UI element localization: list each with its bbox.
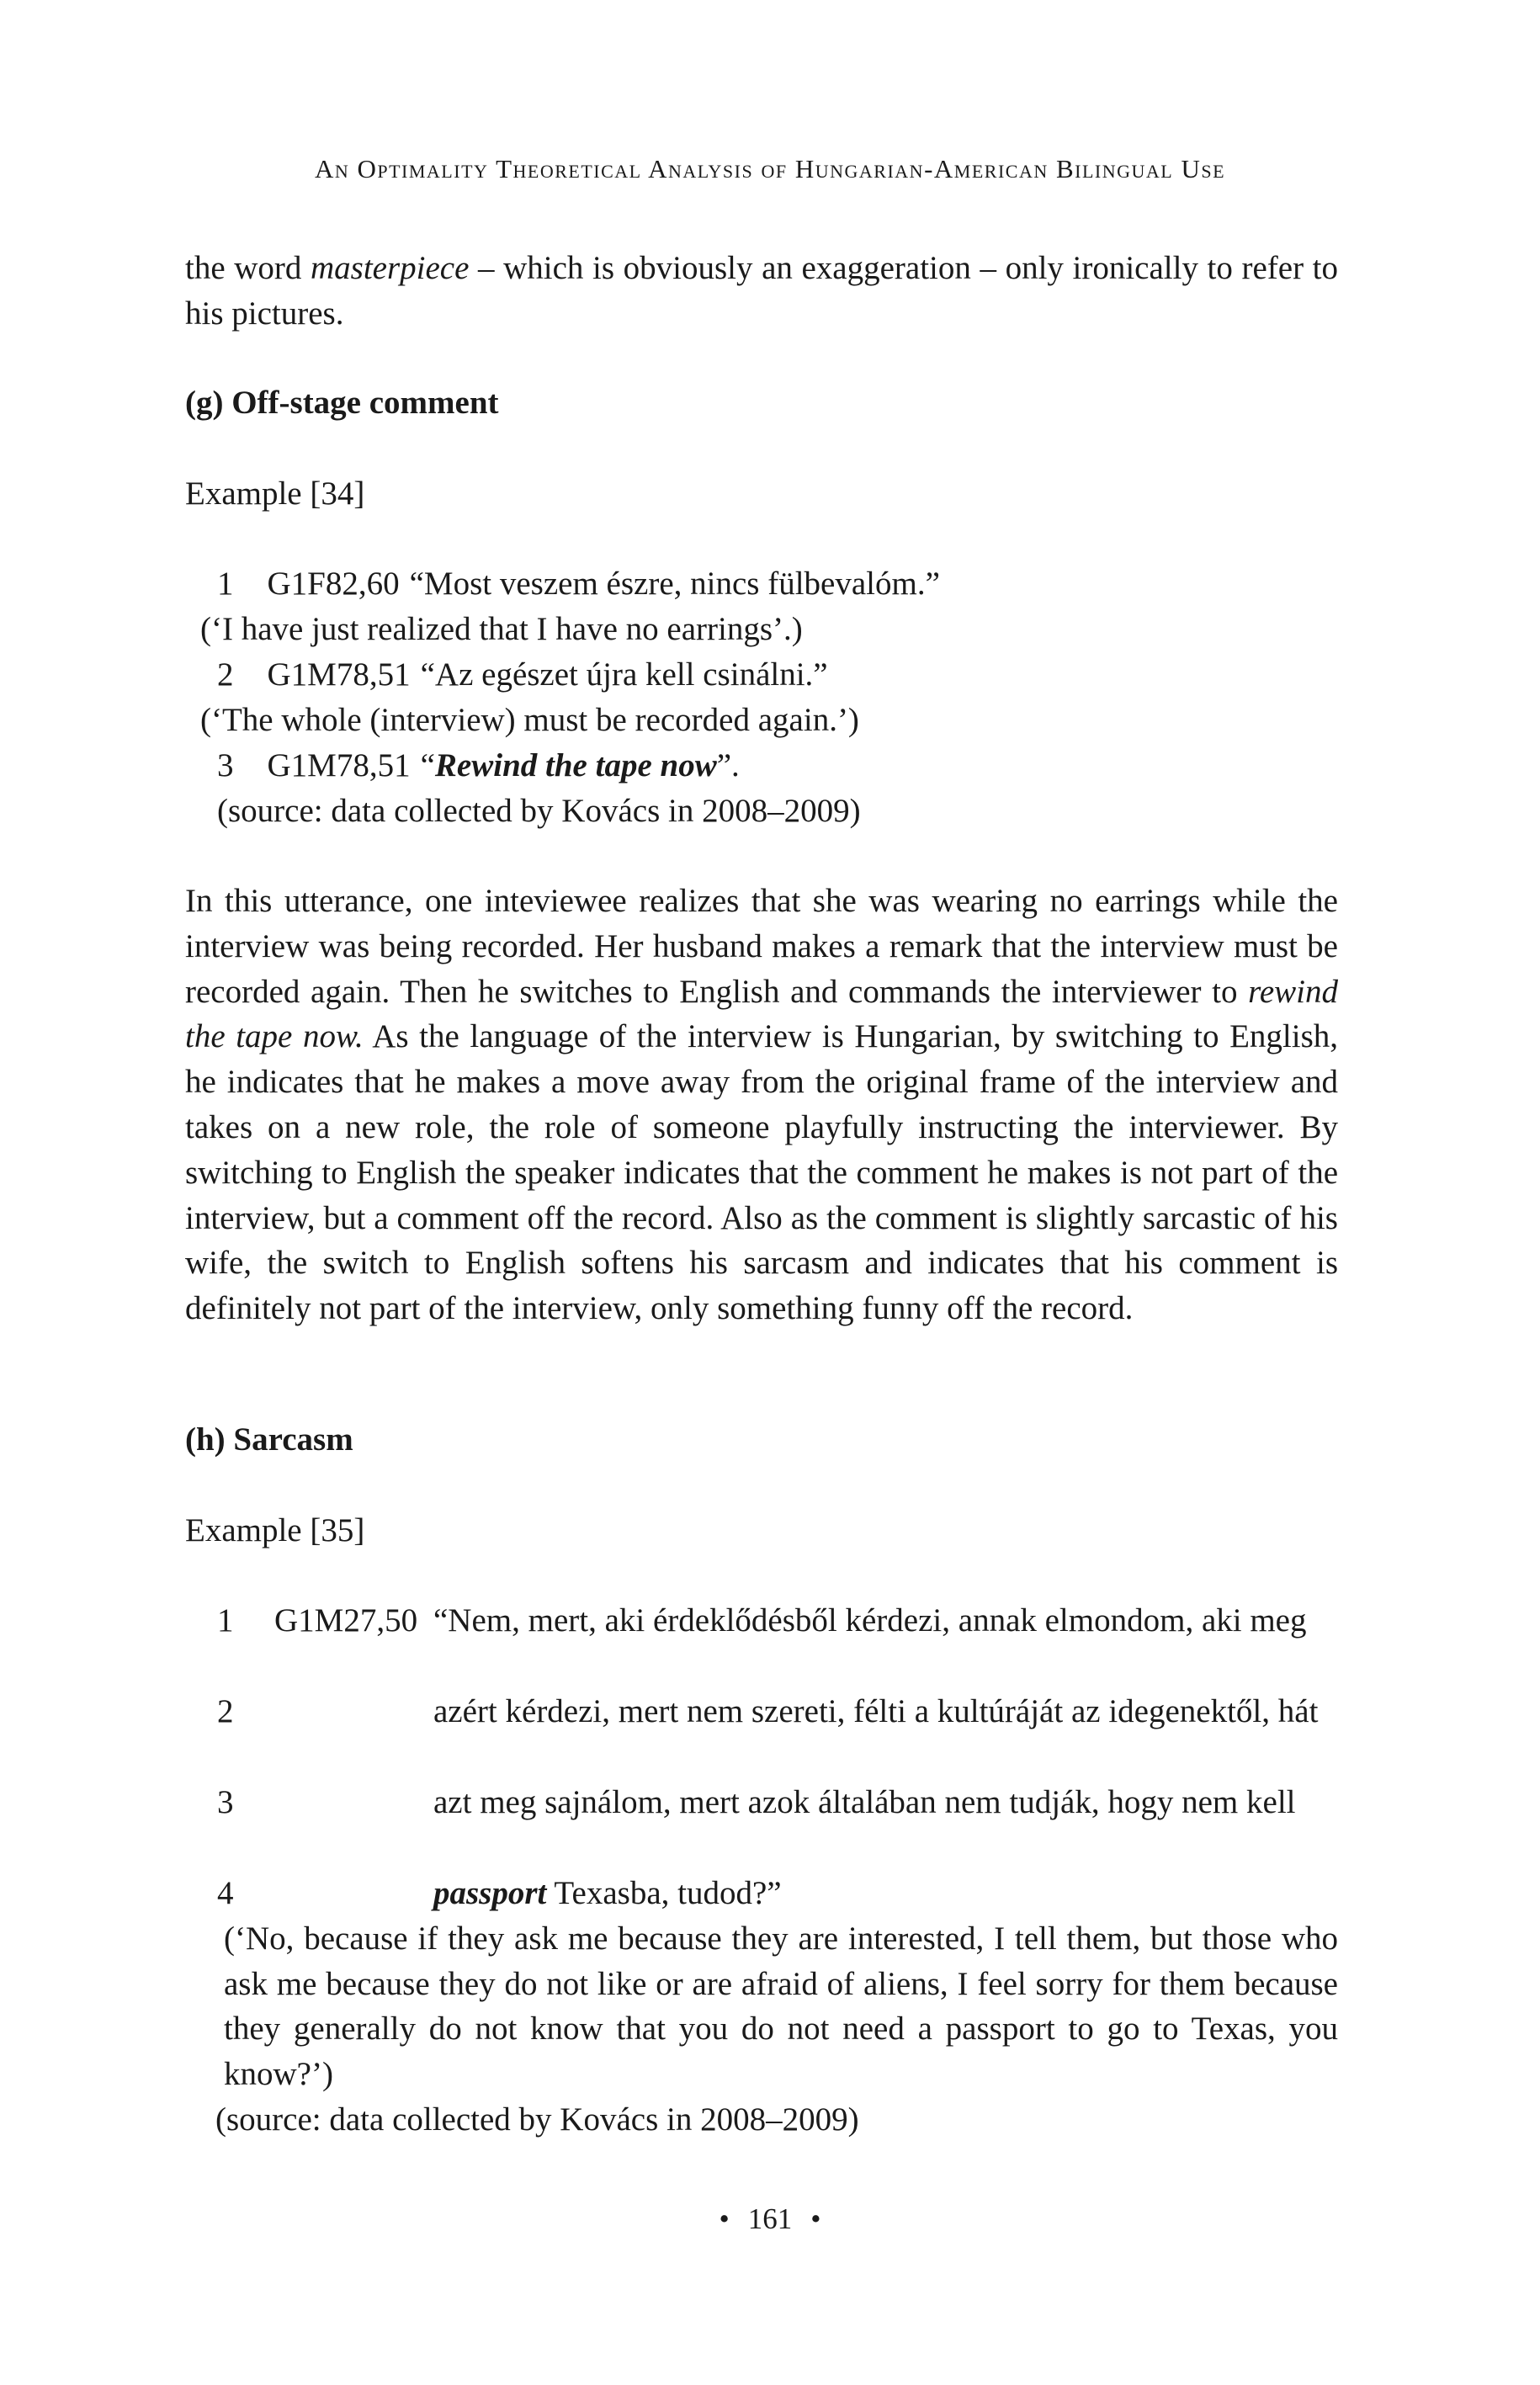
- quote-close: ”.: [716, 747, 740, 783]
- example-35-line-number-2: 2: [217, 1693, 234, 1729]
- example-35-line-2: azért kérdezi, mert nem szereti, félti a kultúráját az idegenektől, hát: [433, 1693, 1319, 1729]
- example-34-gloss-1: (‘I have just realized that I have no earrings’.): [200, 611, 803, 647]
- section-heading-g: (g) Off-stage comment: [185, 385, 499, 421]
- section-heading-h: (h) Sarcasm: [185, 1421, 353, 1458]
- analysis-paragraph: [185, 879, 1338, 1331]
- paragraph-part-1: In this utterance, one inteviewee realizes that she was wearing no earrings while the interview was being recorded. Her husband makes a remark that the interview must be recorded again. Then he switches to English and commands the interviewer to: [185, 883, 1338, 1010]
- paragraph-italic-phrase: rewind the tape now.: [185, 973, 1338, 1055]
- speaker-code: G1M78,51: [267, 747, 411, 783]
- example-34-gloss-2: (‘The whole (interview) must be recorded again.’): [200, 702, 859, 738]
- example-35-line-4: [433, 1871, 782, 1916]
- english-switch-text: Rewind the tape now: [434, 747, 717, 783]
- utterance-text: Texasba, tudod?”: [546, 1875, 782, 1911]
- example-35-line-number-1: 1: [217, 1602, 234, 1639]
- example-35-line-number-3: 3: [217, 1784, 234, 1820]
- example-label-35: Example [35]: [185, 1512, 365, 1548]
- quote-open: “: [420, 747, 435, 783]
- intro-paragraph: [185, 246, 1338, 337]
- intro-italic-word: masterpiece: [311, 250, 470, 286]
- example-35-source: (source: data collected by Kovács in 2008–2009): [215, 2101, 859, 2138]
- example-label-34: Example [34]: [185, 475, 365, 512]
- example-35-line-number-4: 4: [217, 1875, 234, 1911]
- example-34-line-2: [217, 652, 828, 698]
- example-34-line-1: [217, 561, 940, 607]
- intro-text-post: – which is obviously an exaggeration – only ironically to refer to his pictures.: [185, 250, 1338, 332]
- example-35-speaker: G1M27,50: [274, 1602, 418, 1639]
- running-header: An Optimality Theoretical Analysis of Hungarian-American Bilingual Use: [314, 154, 1226, 183]
- english-switch-word: passport: [433, 1875, 547, 1911]
- example-35-line-1: “Nem, mert, aki érdeklődésből kérdezi, annak elmondom, aki meg: [433, 1602, 1307, 1639]
- example-35-line-3: azt meg sajnálom, mert azok általában nem tudják, hogy nem kell: [433, 1784, 1296, 1820]
- line-number: 1: [217, 566, 234, 602]
- bullet-left: •: [719, 2202, 730, 2235]
- speaker-code: G1M78,51: [267, 656, 411, 693]
- example-34-line-3: [217, 743, 740, 789]
- speaker-code: G1F82,60: [267, 566, 400, 602]
- utterance-text: “Most veszem észre, nincs fülbevalóm.”: [409, 566, 940, 602]
- example-35-translation: (‘No, because if they ask me because they are interested, I tell them, but those who ask me because they do not like or are afraid of aliens, I feel sorry for them because they generally do not know that you do not need a passport to go to Texas, you know?’): [224, 1920, 1338, 2092]
- intro-text-pre: the word: [185, 250, 311, 286]
- line-number: 3: [217, 747, 234, 783]
- bullet-right: •: [810, 2202, 821, 2235]
- line-number: 2: [217, 656, 234, 693]
- example-34-source: (source: data collected by Kovács in 2008–2009): [217, 793, 861, 829]
- page-number-value: 161: [747, 2202, 793, 2235]
- page-number: [0, 2202, 1540, 2236]
- utterance-text: “Az egészet újra kell csinálni.”: [420, 656, 828, 693]
- paragraph-part-2: As the language of the interview is Hungarian, by switching to English, he indicates that he makes a move away from the original frame of the interview and takes on a new role, the role of someone playfully instructing the interviewer. By switching to English the speaker indicates that the comment he makes is not part of the interview, but a comment off the record. Also as the comment is slightly sarcastic of his wife, the switch to English softens his sarcasm and indicates that his comment is definitely not part of the interview, only something funny off the record.: [185, 1018, 1338, 1327]
